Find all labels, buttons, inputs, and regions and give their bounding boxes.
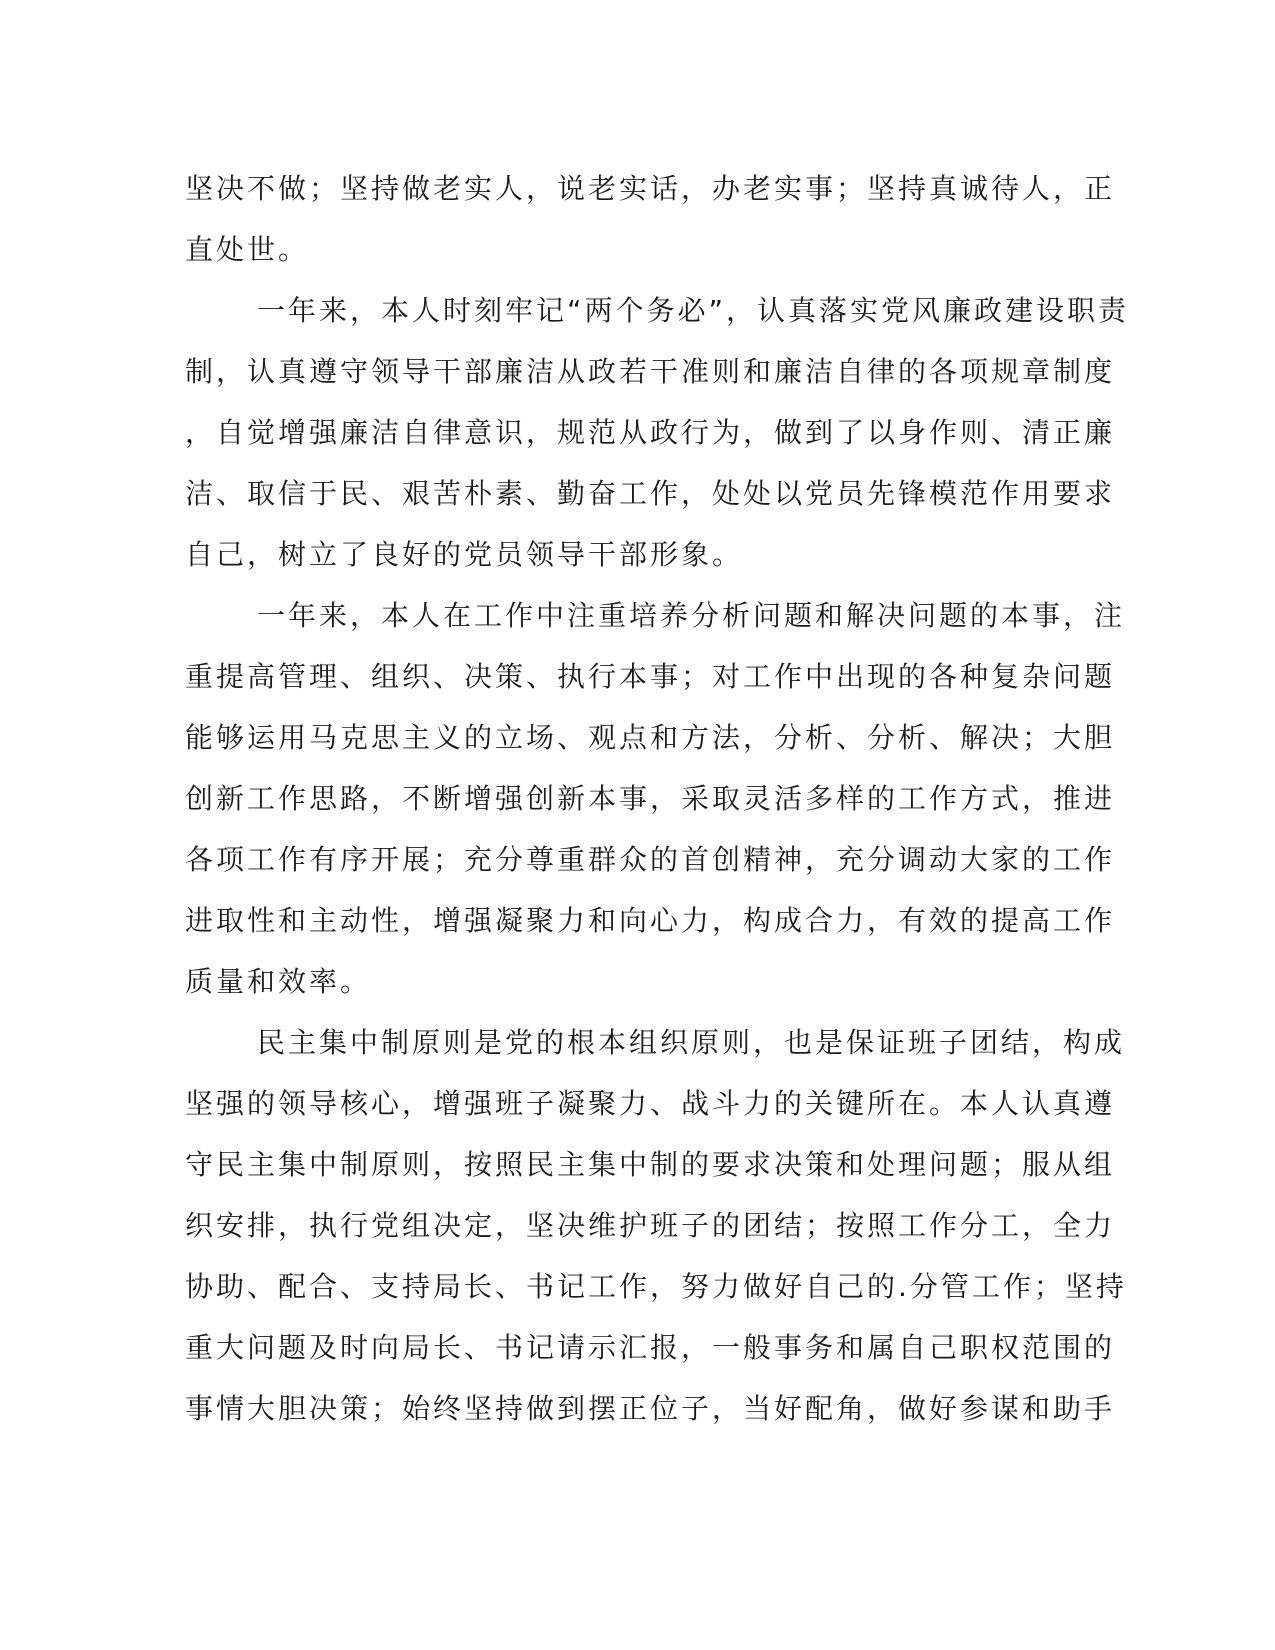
text-line: 质量和效率。 — [185, 965, 372, 998]
text-line: 重大问题及时向局长、书记请示汇报，一般事务和属自己职权范围的 — [185, 1331, 1116, 1364]
text-line: 洁、取信于民、艰苦朴素、勤奋工作，处处以党员先锋模范作用要求 — [185, 477, 1116, 510]
text-line: 创新工作思路，不断增强创新本事，采取灵活多样的工作方式，推进 — [185, 782, 1116, 815]
paragraph-first-line: 一年来，本人时刻牢记“两个务必”，认真落实党风廉政建设职责 — [257, 294, 1130, 327]
text-line: 守民主集中制原则，按照民主集中制的要求决策和处理问题；服从组 — [185, 1148, 1116, 1181]
text-line: 直处世。 — [185, 233, 310, 266]
text-line: 坚决不做；坚持做老实人，说老实话，办老实事；坚持真诚待人，正 — [185, 172, 1116, 205]
text-line: 协助、配合、支持局长、书记工作，努力做好自己的.分管工作；坚持 — [185, 1270, 1127, 1303]
text-line: 进取性和主动性，增强凝聚力和向心力，构成合力，有效的提高工作 — [185, 904, 1116, 937]
text-line: ，自觉增强廉洁自律意识，规范从政行为，做到了以身作则、清正廉 — [185, 416, 1116, 449]
text-line: 能够运用马克思主义的立场、观点和方法，分析、分析、解决；大胆 — [185, 721, 1116, 754]
text-line: 重提高管理、组织、决策、执行本事；对工作中出现的各种复杂问题 — [185, 660, 1116, 693]
text-line: 制，认真遵守领导干部廉洁从政若干准则和廉洁自律的各项规章制度 — [185, 355, 1116, 388]
paragraph-first-line: 民主集中制原则是党的根本组织原则，也是保证班子团结，构成 — [257, 1026, 1126, 1059]
paragraph-first-line: 一年来，本人在工作中注重培养分析问题和解决问题的本事，注 — [257, 599, 1126, 632]
text-line: 各项工作有序开展；充分尊重群众的首创精神，充分调动大家的工作 — [185, 843, 1116, 876]
document-body — [185, 158, 1130, 1439]
text-line: 坚强的领导核心，增强班子凝聚力、战斗力的关键所在。本人认真遵 — [185, 1087, 1116, 1120]
text-line: 事情大胆决策；始终坚持做到摆正位子，当好配角，做好参谋和助手 — [185, 1392, 1116, 1425]
text-line: 自己，树立了良好的党员领导干部形象。 — [185, 538, 744, 571]
text-line: 织安排，执行党组决定，坚决维护班子的团结；按照工作分工，全力 — [185, 1209, 1116, 1242]
